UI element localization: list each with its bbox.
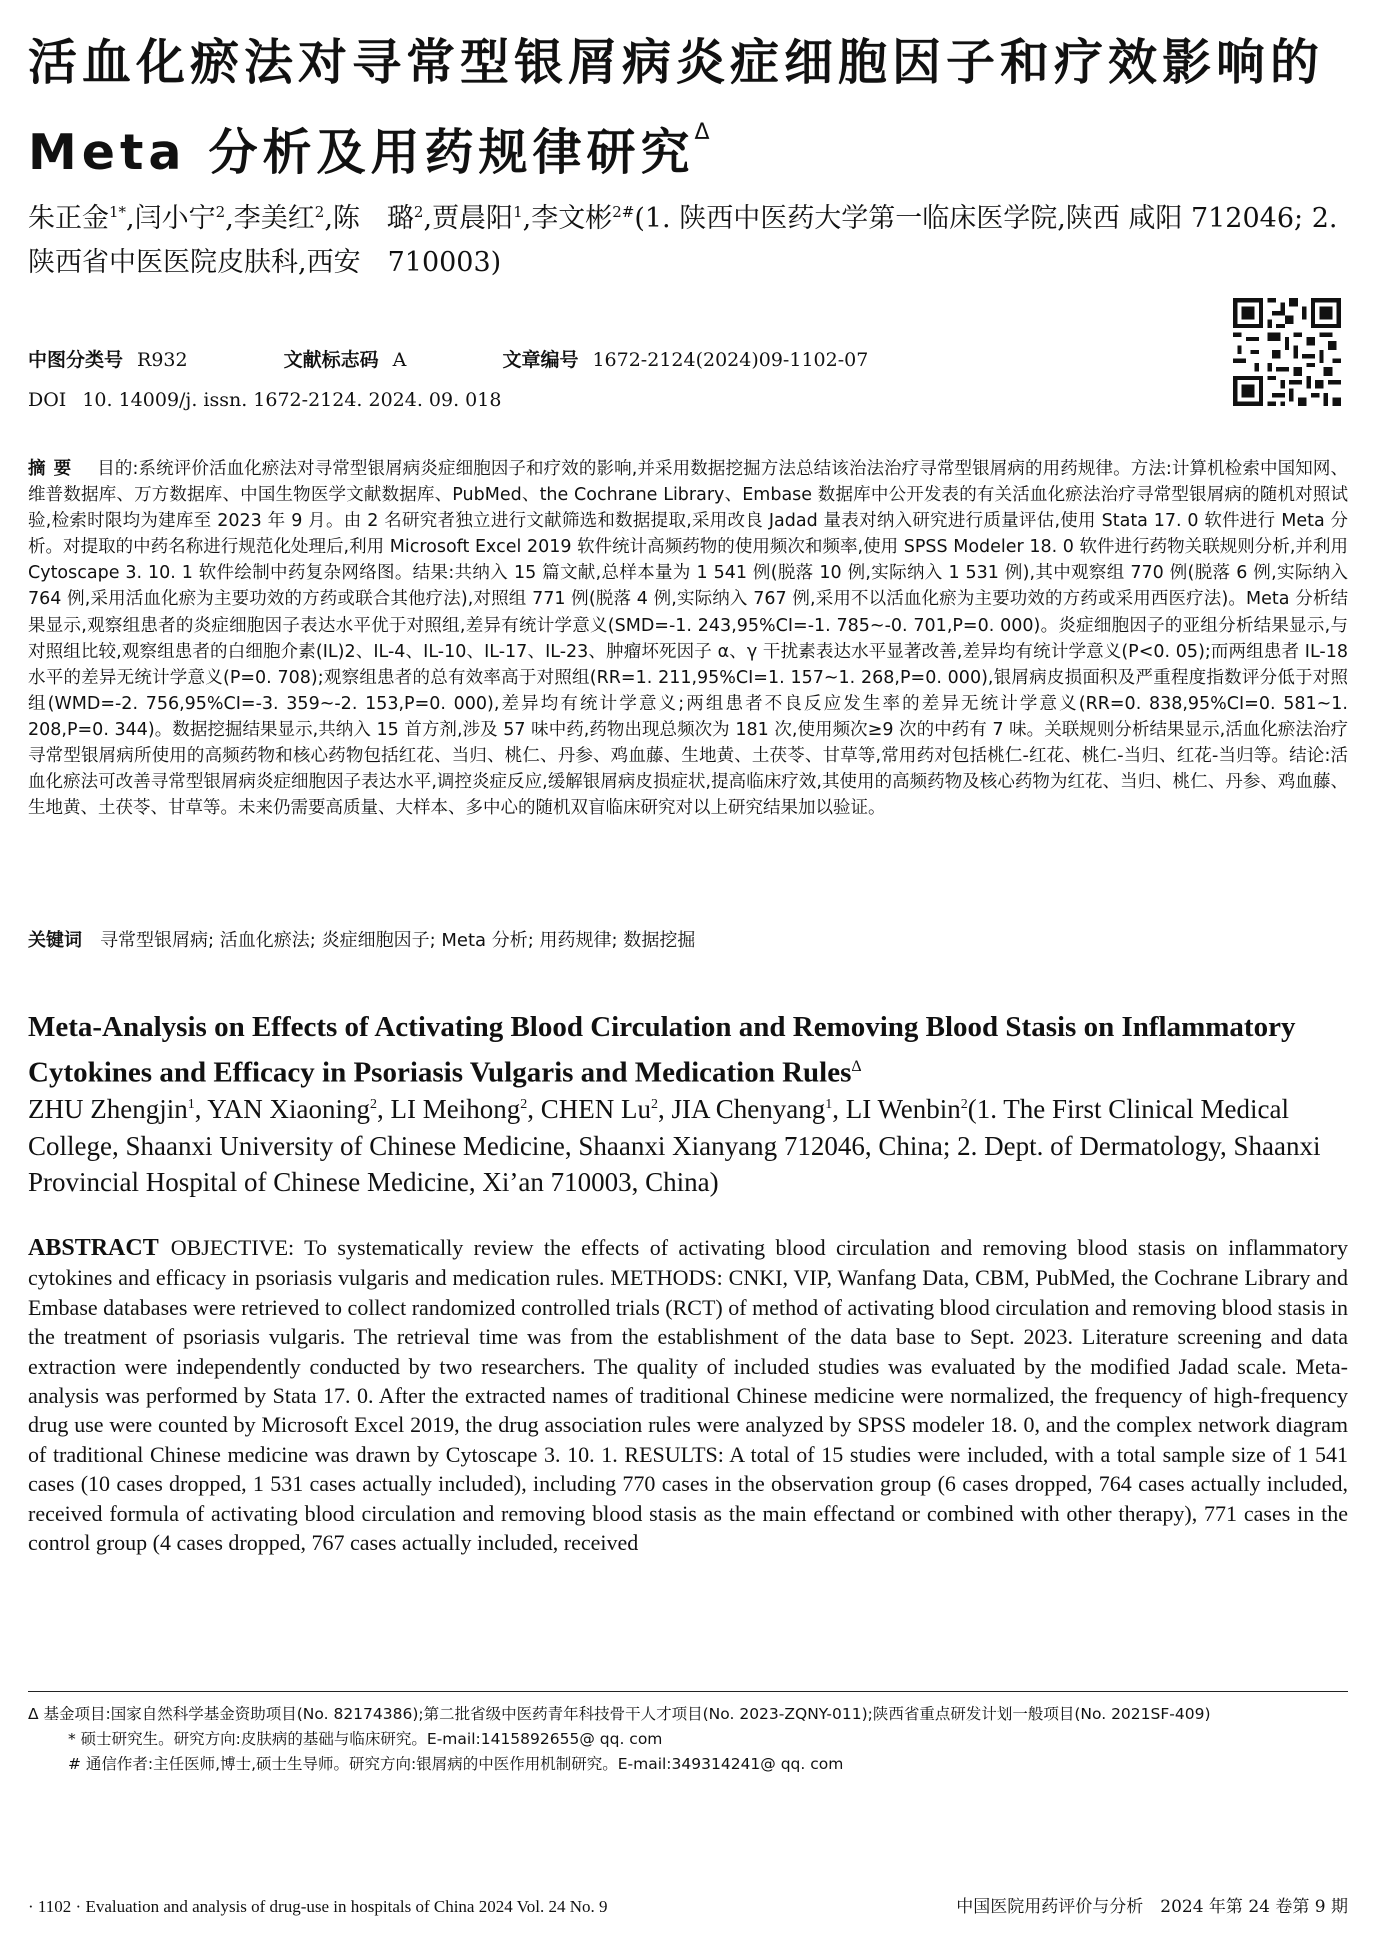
qr-code-icon[interactable] — [1233, 298, 1341, 406]
author-affiliation-mark: 1 — [825, 1097, 833, 1112]
author-affiliation-mark: 2 — [314, 203, 325, 221]
author-name-en: LI Meihong — [390, 1094, 521, 1124]
article-title-en — [28, 1007, 1348, 1093]
clc-label: 中图分类号 — [28, 349, 124, 371]
title-en-fund-mark: Δ — [851, 1058, 862, 1075]
doc-code-label: 文献标志码 — [283, 349, 379, 371]
keywords-cn-label: 关键词 — [28, 930, 82, 951]
author-affiliations-cn: (1. 陕西中医药大学第一临床医学院,陕西 咸阳 712046; 2. 陕西省中医医院皮肤科,西安 710003) — [28, 203, 1338, 278]
author-line-en: ZHU Zhengjin$^1$, YAN Xiaoning$^2$, LI Meihong$^2$, CHEN Lu$^2$, JIA Chenyang$^1$, LI Wenbin$^2$(1. The First Clinical Medical College, Shaanxi University of Chinese Medicine, Shaanxi Xianyang 712046, China; 2. Dept. of Dermatology, Shaanxi Provincial Hospital of Chinese Medicine, Xi’an 710003, China) — [28, 1094, 1321, 1197]
keywords-cn-text: 寻常型银屑病; 活血化瘀法; 炎症细胞因子; Meta 分析; 用药规律; 数据挖掘 — [100, 930, 696, 951]
doc-code-field — [284, 340, 407, 380]
author-affiliation-mark: 1 — [187, 1097, 195, 1112]
author-name: 陈 璐 — [332, 203, 414, 234]
article-number-value: 1672-2124(2024)09-1102-07 — [592, 349, 869, 371]
abstract-en-text: OBJECTIVE: To systematically review the effects of activating blood circulation and removing blood stasis on inflammatory cytokines and efficacy in psoriasis vulgaris and medication rules. METHODS: CNKI, VIP, Wanfang Data, CBM, PubMed, the Cochrane Library and Embase databases were retrieved to collect randomized controlled trials (RCT) of method of activating blood circulation and removing blood stasis in the treatment of psoriasis vulgaris. The retrieval time was from the establishment of the data base to Sept. 2023. Literature screening and data extraction were independently conducted by two researchers. The quality of included studies was evaluated by the modified Jadad scale. Meta-analysis was performed by Stata 17. 0. After the extracted names of traditional Chinese medicine were normalized, the frequency of high-frequency drug use were counted by Microsoft Excel 2019, the drug association rules were analyzed by SPSS modeler 18. 0, and the complex network diagram of traditional Chinese medicine was drawn by Cytoscape 3. 10. 1. RESULTS: A total of 15 studies were included, with a total sample size of 1 541 cases (10 cases dropped, 1 531 cases actually included), including 770 cases in the observation group (6 cases dropped, 764 cases actually included, received formula of activating blood circulation and removing blood stasis as the main effectand or combined with other therapy), 771 cases in the control group (4 cases dropped, 767 cases actually included, received — [28, 1235, 1348, 1556]
author-name-en: JIA Chenyang — [671, 1094, 826, 1124]
article-title-cn-text: 活血化瘀法对寻常型银屑病炎症细胞因子和疗效影响的 Meta 分析及用药规律研究 — [28, 34, 1325, 181]
author-name-en: CHEN Lu — [540, 1094, 651, 1124]
footnote-funding: Δ 基金项目:国家自然科学基金资助项目(No. 82174386);第二批省级中医药青年科技骨干人才项目(No. 2023-ZQNY-011);陕西省重点研发计划一般项目(No. 2021SF-409) — [28, 1705, 1211, 1723]
author-name: 李文彬 — [531, 203, 613, 234]
page-footer — [28, 1894, 1348, 1920]
article-title-en-text: Meta-Analysis on Effects of Activating Blood Circulation and Removing Blood Stasis on Inflammatory Cytokines and Efficacy in Psoriasis Vulgaris and Medication Rules — [28, 1011, 1296, 1089]
author-name: 朱正金 — [28, 203, 109, 234]
author-affiliation-mark: 2# — [612, 203, 635, 221]
author-name: 李美红 — [233, 203, 315, 234]
abstract-cn — [28, 456, 1348, 821]
author-line-cn: 朱正金$^{1*}$,闫小宁$^2$,李美红$^2$,陈 璐$^2$,贾晨阳$^1$,李文彬$^{2\#}$(1. 陕西中医药大学第一临床医学院,陕西 咸阳 712046; 2. 陕西省中医医院皮肤科,西安 710003) — [28, 203, 1338, 278]
footer-right: 中国医院用药评价与分析 2024 年第 24 卷第 9 期 — [956, 1897, 1348, 1917]
abstract-en-label: ABSTRACT — [28, 1235, 159, 1261]
author-affiliations-en: (1. The First Clinical Medical College, Shaanxi University of Chinese Medicine, Shaanxi Xianyang 712046, China; 2. Dept. of Dermatology, Shaanxi Provincial Hospital of Chinese Medicine, Xi’an 710003, China) — [28, 1094, 1321, 1197]
abstract-en — [28, 1233, 1348, 1557]
author-name-en: LI Wenbin — [845, 1094, 961, 1124]
keywords-cn — [28, 928, 1348, 954]
footnote-first-author: * 硕士研究生。研究方向:皮肤病的基础与临床研究。E-mail:1415892655@ qq. com — [68, 1730, 663, 1748]
author-name: 贾晨阳 — [432, 203, 514, 234]
author-affiliation-mark: 2 — [520, 1097, 528, 1112]
doc-code-value: A — [392, 349, 407, 371]
doi-label: DOI — [28, 389, 67, 411]
clc-value: R932 — [137, 349, 188, 371]
author-name-en: ZHU Zhengjin — [28, 1094, 188, 1124]
author-affiliation-mark: 2 — [960, 1097, 968, 1112]
title-fund-mark: Δ — [694, 120, 715, 145]
author-affiliation-mark: 1 — [513, 203, 523, 221]
classification-row — [28, 340, 1208, 380]
author-name: 闫小宁 — [134, 203, 216, 234]
article-metadata — [28, 340, 1208, 420]
clc-field — [28, 340, 188, 380]
author-name-en: YAN Xiaoning — [207, 1094, 370, 1124]
author-affiliation-mark: 2 — [650, 1097, 658, 1112]
doi-value: 10. 14009/j. issn. 1672-2124. 2024. 09. 018 — [82, 389, 502, 411]
footer-left: · 1102 · Evaluation and analysis of drug-use in hospitals of China 2024 Vol. 24 No. 9 — [28, 1897, 608, 1916]
author-affiliation-mark: 1* — [109, 203, 127, 221]
author-affiliation-mark: 2 — [215, 203, 226, 221]
doi-row — [28, 380, 1208, 420]
footnotes — [28, 1702, 1348, 1777]
abstract-cn-text: 目的:系统评价活血化瘀法对寻常型银屑病炎症细胞因子和疗效的影响,并采用数据挖掘方法总结该治法治疗寻常型银屑病的用药规律。方法:计算机检索中国知网、维普数据库、万方数据库、中国生物医学文献数据库、PubMed、the Cochrane Library、Embase 数据库中公开发表的有关活血化瘀法治疗寻常型银屑病的随机对照试验,检索时限均为建库至 2023 年 9 月。由 2 名研究者独立进行文献筛选和数据提取,采用改良 Jadad 量表对纳入研究进行质量评估,使用 Stata 17. 0 软件进行 Meta 分析。对提取的中药名称进行规范化处理后,利用 Microsoft Excel 2019 软件统计高频药物的使用频次和频率,使用 SPSS Modeler 18. 0 软件进行药物关联规则分析,并利用 Cytoscape 3. 10. 1 软件绘制中药复杂网络图。结果:共纳入 15 篇文献,总样本量为 1 541 例(脱落 10 例,实际纳入 1 531 例),其中观察组 770 例(脱落 6 例,实际纳入 764 例,采用活血化瘀为主要功效的方药或联合其他疗法),对照组 771 例(脱落 4 例,实际纳入 767 例,采用不以活血化瘀为主要功效的方药或采用西医疗法)。Meta 分析结果显示,观察组患者的炎症细胞因子表达水平优于对照组,差异有统计学意义(SMD=-1. 243,95%CI=-1. 785~-0. 701,P=0. 000)。炎症细胞因子的亚组分析结果显示,与对照组比较,观察组患者的白细胞介素(IL)2、IL-4、IL-10、IL-17、IL-23、肿瘤坏死因子 α、γ 干扰素表达水平显著改善,差异均有统计学意义(P<0. 05);而两组患者 IL-18 水平的差异无统计学意义(P=0. 708);观察组患者的总有效率高于对照组(RR=1. 211,95%CI=1. 157~1. 268,P=0. 000),银屑病皮损面积及严重程度指数评分低于对照组(WMD=-2. 756,95%CI=-3. 359~-2. 153,P=0. 000),差异均有统计学意义;两组患者不良反应发生率的差异无统计学意义(RR=0. 838,95%CI=0. 581~1. 208,P=0. 344)。数据挖掘结果显示,共纳入 15 首方剂,涉及 57 味中药,药物出现总频次为 181 次,使用频次≥9 次的中药有 7 味。关联规则分析结果显示,活血化瘀法治疗寻常型银屑病所使用的高频药物和核心药物包括红花、当归、桃仁、丹参、鸡血藤、生地黄、土茯苓、甘草等,常用药对包括桃仁-红花、桃仁-当归、红花-当归等。结论:活血化瘀法可改善寻常型银屑病炎症细胞因子表达水平,调控炎症反应,缓解银屑病皮损症状,提高临床疗效,其使用的高频药物及核心药物为红花、当归、桃仁、丹参、鸡血藤、生地黄、土茯苓、甘草等。未来仍需要高质量、大样本、多中心的随机双盲临床研究对以上研究结果加以验证。 — [28, 459, 1348, 819]
author-affiliation-mark: 2 — [413, 203, 424, 221]
abstract-cn-label: 摘要 — [28, 459, 80, 479]
footnote-corresponding-author: # 通信作者:主任医师,博士,硕士生导师。研究方向:银屑病的中医作用机制研究。E-mail:349314241@ qq. com — [68, 1755, 844, 1773]
article-number-label: 文章编号 — [502, 349, 579, 371]
author-affiliation-mark: 2 — [369, 1097, 377, 1112]
article-title-cn — [28, 28, 1348, 188]
footnote-divider — [28, 1691, 1348, 1692]
article-number-field — [502, 340, 868, 380]
